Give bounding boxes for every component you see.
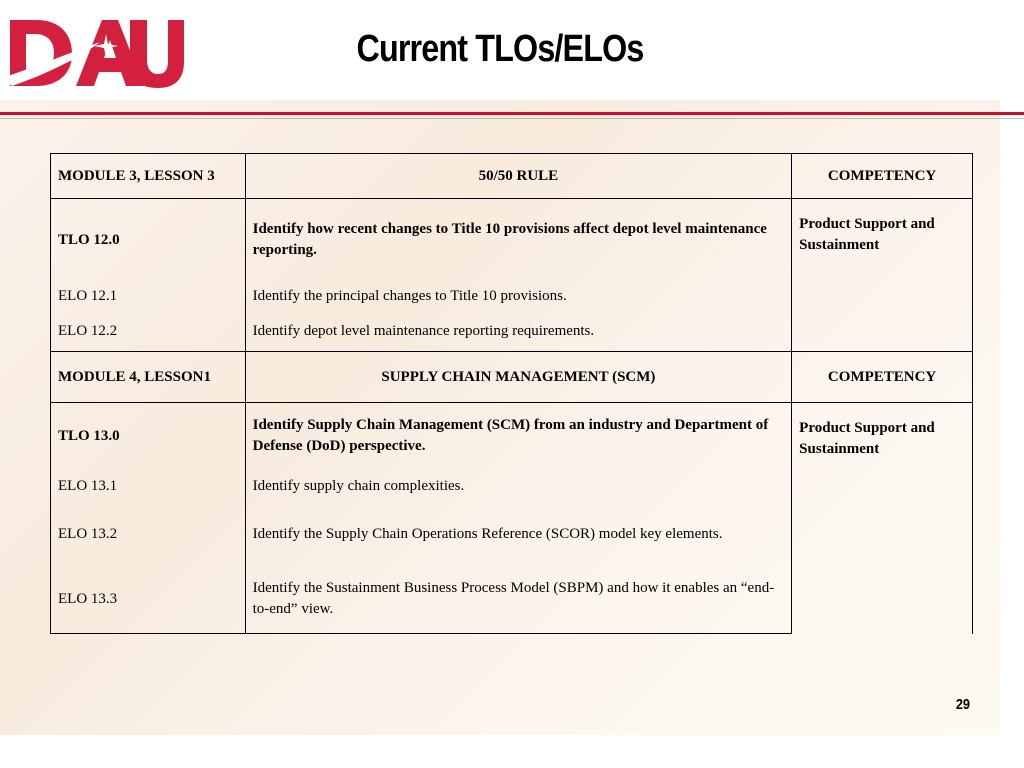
module-label: MODULE 4, LESSON1 xyxy=(51,352,246,403)
competency-header: COMPETENCY xyxy=(792,352,973,403)
dau-logo xyxy=(2,12,184,92)
elo-text: Identify the Supply Chain Operations Reference (SCOR) model key elements. xyxy=(245,503,792,565)
tlo-row xyxy=(51,199,973,282)
tlo-competency: Product Support and Sustainment xyxy=(792,403,973,634)
tlo-text: Identify how recent changes to Title 10 provisions affect depot level maintenance reporting. xyxy=(245,199,792,282)
elo-id: ELO 13.2 xyxy=(51,503,246,565)
page-number: 29 xyxy=(955,696,970,713)
elo-id: ELO 13.1 xyxy=(51,469,246,503)
header-divider-thin xyxy=(0,118,1024,119)
module-header-row xyxy=(51,352,973,403)
elo-id: ELO 12.2 xyxy=(51,311,246,352)
elo-id: ELO 12.1 xyxy=(51,281,246,311)
tlo-id: TLO 12.0 xyxy=(51,199,246,282)
elo-text: Identify supply chain complexities. xyxy=(245,469,792,503)
elo-id: ELO 13.3 xyxy=(51,565,246,634)
tlo-row xyxy=(51,403,973,470)
tlo-text: Identify Supply Chain Management (SCM) from an industry and Department of Defense (DoD) perspective. xyxy=(245,403,792,470)
page-title: Current TLOs/ELOs xyxy=(356,28,644,70)
tlo-competency: Product Support and Sustainment xyxy=(792,199,973,352)
topic-label: SUPPLY CHAIN MANAGEMENT (SCM) xyxy=(245,352,792,403)
topic-label: 50/50 RULE xyxy=(245,154,792,199)
module-label: MODULE 3, LESSON 3 xyxy=(51,154,246,199)
header-divider xyxy=(0,112,1024,115)
elo-text: Identify the principal changes to Title 10 provisions. xyxy=(245,281,792,311)
module-header-row xyxy=(51,154,973,199)
tlo-elo-table xyxy=(50,153,973,634)
elo-text: Identify the Sustainment Business Process Model (SBPM) and how it enables an “end-to-end” view. xyxy=(245,565,792,634)
competency-header: COMPETENCY xyxy=(792,154,973,199)
tlo-id: TLO 13.0 xyxy=(51,403,246,470)
elo-text: Identify depot level maintenance reporting requirements. xyxy=(245,311,792,352)
